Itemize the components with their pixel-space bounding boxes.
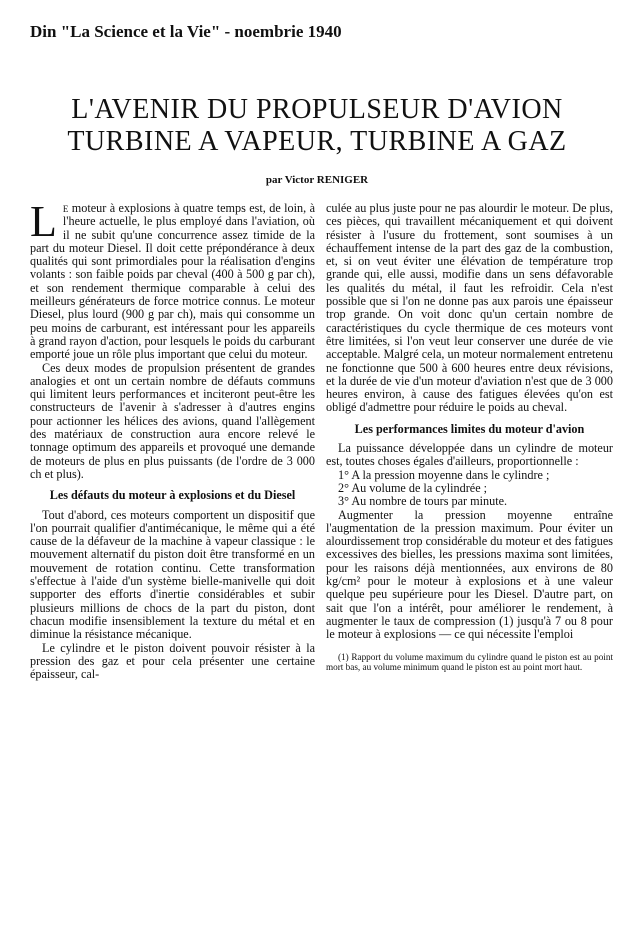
footnote: (1) Rapport du volume maximum du cylindre quand le piston est au point mort bas, au volume minimum quand le piston est au point mort haut. xyxy=(326,651,613,672)
source-line: Din "La Science et la Vie" - noembrie 1940 xyxy=(30,22,342,41)
list-item: 3° Au nombre de tours par minute. xyxy=(338,494,508,509)
article-title xyxy=(0,94,634,158)
list-item: 1° A la pression moyenne dans le cylindre ; xyxy=(338,467,550,482)
right-column xyxy=(326,202,613,673)
title-line-1: L'AVENIR DU PROPULSEUR D'AVION xyxy=(71,94,563,125)
paragraph: Tout d'abord, ces moteurs comportent un dispositif que l'on pourrait qualifier d'antimécanique, le même qui a été cause de la défaveur de la machine à vapeur classique : le mouvement alternatif du piston doit être transformé en un mouvement de rotation continu. Cette transformation s'effectue à l'aide d'un système bielle-manivelle qui doit supporter des efforts d'inertie considérables et subir plusieurs millions de chocs de la part du piston, dont chacun modifie insensiblement la texture du métal et en diminue la résistance mécanique. xyxy=(30,507,315,642)
paragraph: Augmenter la pression moyenne entraîne l'augmentation de la pression maximum. Pour éviter un alourdissement trop considérable du moteur et des fatigues excessives des bielles, les pressions maxima sont limitées, pour les raisons déjà mentionnées, aux environs de 80 kg/cm² pour le moteur à explosions et à une valeur quelque peu supérieure pour les Diesel. D'autre part, on sait que l'on a intérêt, pour améliorer le rendement, à augmenter le taux de compression (1) jusqu'à 7 ou 8 pour le moteur à explosions — ce qui nécessite l'emploi xyxy=(326,507,613,642)
section-heading: Les défauts du moteur à explosions et du Diesel xyxy=(49,488,296,503)
author-byline: par Victor RENIGER xyxy=(265,174,369,186)
paragraph: Le cylindre et le piston doivent pouvoir résister à la pression des gaz et pour cela présenter une certaine épaisseur, cal- xyxy=(30,640,315,682)
list-item: 2° Au volume de la cylindrée ; xyxy=(338,480,488,495)
title-line-2: TURBINE A VAPEUR, TURBINE A GAZ xyxy=(67,126,567,157)
drop-cap: L xyxy=(30,197,57,246)
section-heading: Les performances limites du moteur d'avion xyxy=(354,421,585,436)
paragraph: Ces deux modes de propulsion présentent de grandes analogies et ont un certain nombre de défauts communs qui limitent leurs performances et inciteront peut-être les constructeurs de l'avenir à s'adresser à d'autres engins pour actionner les hélices des avions, quand l'allègement des matériaux de construction aura encore relevé le tonnage optimum des appareils et provoqué une demande de moteurs de plus en plus puissants (de l'ordre de 3 000 ch et plus). xyxy=(30,360,315,481)
left-column xyxy=(30,197,315,682)
intro-text: moteur à explosions à quatre temps est, de loin, à l'heure actuelle, le plus employé dans l'aviation, où il ne subit qu'une concurrence assez timide de la part du moteur Diesel. Il doit cette prépondérance à deux qualités qui sont primordiales pour la réalisation d'engins volants : son faible poids par cheval (400 à 500 g par ch), et son rendement thermique comparable à celui des meilleurs générateurs de force motrice connus. Le moteur Diesel, plus lourd (900 g par ch), mais qui consomme un peu moins de carburant, est intéressant pour les appareils à grand rayon d'action, pour lesquels le poids du carburant emporté joue un rôle plus important que celui du moteur. xyxy=(30,201,315,362)
factor-list xyxy=(326,469,613,509)
paragraph: La puissance développée dans un cylindre de moteur est, toutes choses égales d'ailleurs, proportionnelle : xyxy=(326,441,613,469)
intro-lead: e xyxy=(62,201,69,215)
intro-paragraph xyxy=(30,197,315,362)
paragraph: culée au plus juste pour ne pas alourdir le moteur. De plus, ces pièces, qui travaillent mécaniquement et qui doivent résister à l'usure du frottement, sont soumises à un échauffement intense de la part des gaz de la combustion, et, si on veut éviter une élévation de température trop grande qui, elle aussi, modifie dans un sens défavorable les qualités du métal, il faut les refroidir. Cela n'est possible que si l'on ne donne pas aux parois une épaisseur trop grande. On voit donc qu'un certain nombre de caractéristiques du cycle thermique de ces moteurs vont être limitées, si l'on veut leur conserver une durée de vie acceptable. Malgré cela, un moteur normalement entretenu ne fonctionne que 500 à 600 heures entre deux révisions, et la durée de vie d'un moteur d'aviation n'est que de 3 000 heures environ, à cause des fatigues élevées qu'on est obligé d'admettre pour réduire le poids au cheval. xyxy=(326,201,613,415)
